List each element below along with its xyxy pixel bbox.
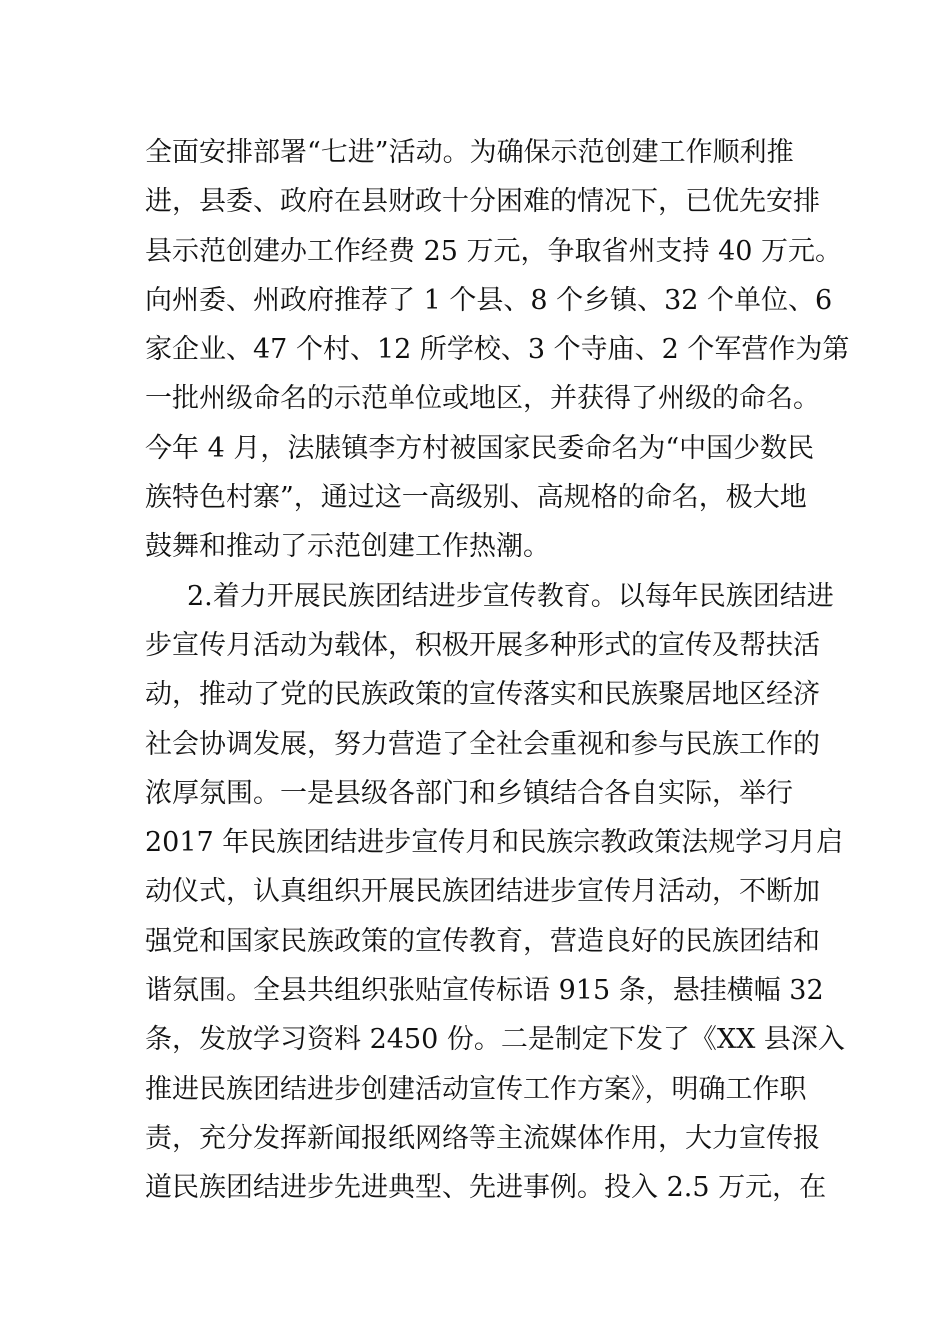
text-line: 动，推动了党的民族政策的宣传落实和民族聚居地区经济	[145, 679, 820, 711]
text-line: 家企业、47 个村、12 所学校、3 个寺庙、2 个军营作为第	[145, 334, 850, 366]
text-line: 2017 年民族团结进步宣传月和民族宗教政策法规学习月启	[145, 827, 844, 859]
text-line: 推进民族团结进步创建活动宣传工作方案》，明确工作职	[145, 1073, 807, 1105]
text-line: 道民族团结进步先进典型、先进事例。投入 2.5 万元，在	[145, 1172, 827, 1204]
text-line: 族特色村寨”，通过这一高级别、高规格的命名，极大地	[145, 482, 807, 514]
body-text	[145, 128, 850, 1213]
text-line: 社会协调发展，努力营造了全社会重视和参与民族工作的	[145, 728, 820, 760]
text-line: 浓厚氛围。一是县级各部门和乡镇结合各自实际，举行	[145, 777, 793, 809]
text-line: 步宣传月活动为载体，积极开展多种形式的宣传及帮扶活	[145, 629, 820, 661]
text-line: 鼓舞和推动了示范创建工作热潮。	[145, 531, 550, 563]
text-line: 动仪式，认真组织开展民族团结进步宣传月活动，不断加	[145, 876, 820, 908]
text-line: 今年 4 月，法脿镇李方村被国家民委命名为“中国少数民	[145, 432, 815, 464]
text-line: 一批州级命名的示范单位或地区，并获得了州级的命名。	[145, 383, 820, 415]
text-line: 强党和国家民族政策的宣传教育，营造良好的民族团结和	[145, 925, 820, 957]
text-line: 责，充分发挥新闻报纸网络等主流媒体作用，大力宣传报	[145, 1122, 820, 1154]
text-line: 谐氛围。全县共组织张贴宣传标语 915 条，悬挂横幅 32	[145, 975, 824, 1007]
text-line: 全面安排部署“七进”活动。为确保示范创建工作顺利推	[145, 137, 794, 168]
text-line: 条，发放学习资料 2450 份。二是制定下发了《XX 县深入	[145, 1024, 845, 1056]
section-heading-line: 2.着力开展民族团结进步宣传教育。以每年民族团结进	[187, 580, 834, 612]
text-line: 向州委、州政府推荐了 1 个县、8 个乡镇、32 个单位、6	[145, 284, 833, 316]
text-line: 县示范创建办工作经费 25 万元，争取省州支持 40 万元。	[145, 235, 843, 267]
text-line: 进，县委、政府在县财政十分困难的情况下，已优先安排	[145, 186, 820, 218]
